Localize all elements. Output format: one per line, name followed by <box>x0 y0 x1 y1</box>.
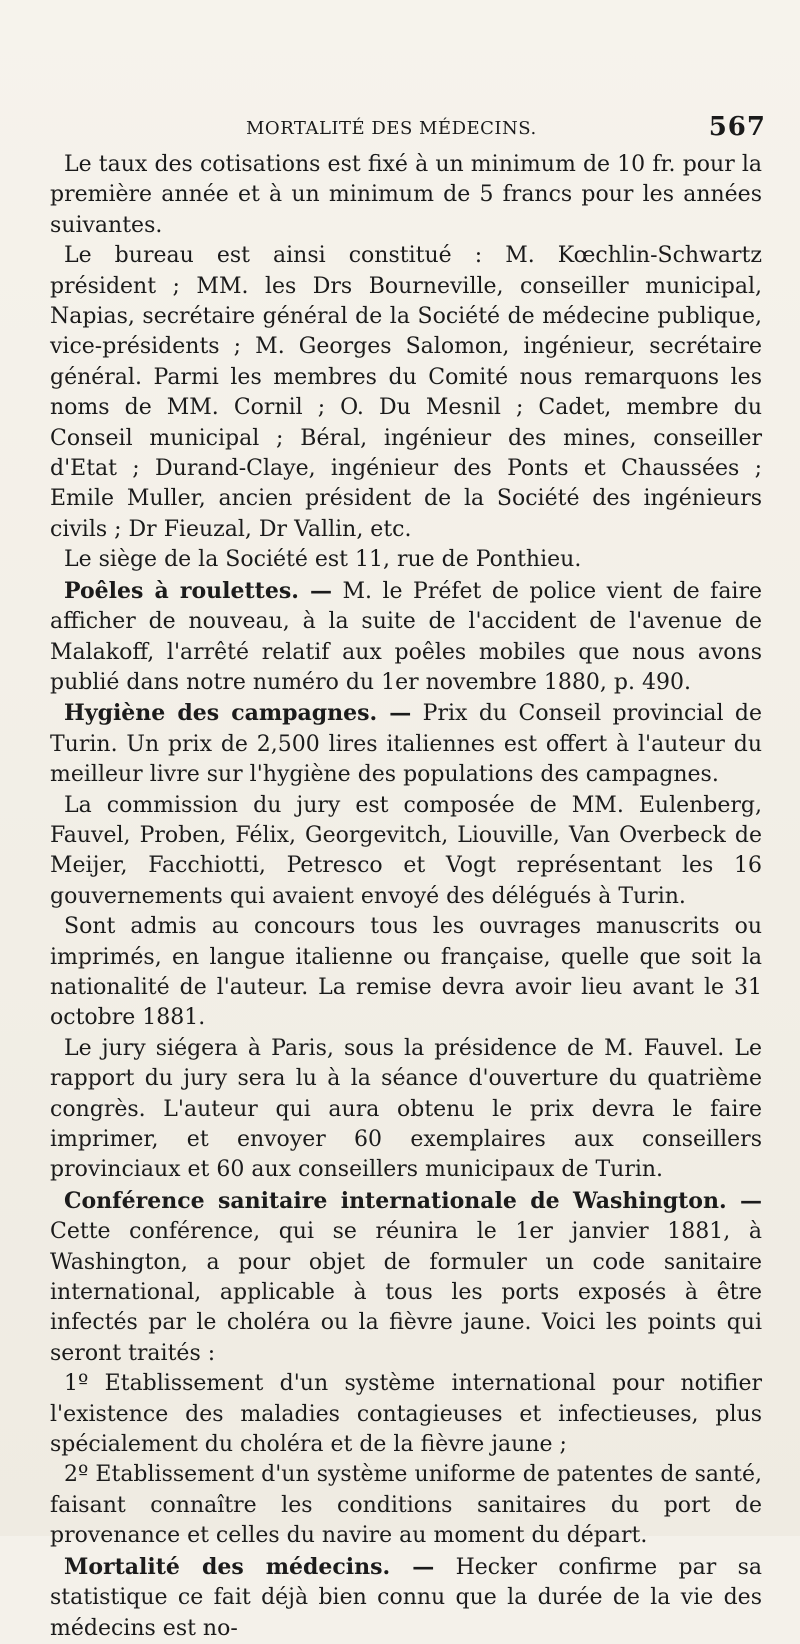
paragraph-text: M. le Préfet de police vient de faire afficher de nouveau, à la suite de l'accident de l'avenue de Malakoff, l'arrêté relatif aux poêles mobiles que nous avons publié dans notre numéro du 1er novembre 1880, p. 490. <box>50 578 763 695</box>
paragraph-text: Le taux des cotisations est fixé à un minimum de 10 fr. pour la première année et à un minimum de 5 francs pour les années suivantes. <box>50 152 762 238</box>
paragraph-point-1 <box>50 1369 762 1460</box>
running-title: MORTALITÉ DES MÉDECINS. <box>246 118 537 139</box>
paragraph-text: Le siège de la Société est 11, rue de Ponthieu. <box>64 547 582 573</box>
paragraph-poeles <box>50 576 762 699</box>
paragraph-bureau <box>50 241 762 545</box>
paragraph-text: 2º Etablissement d'un système uniforme de patentes de santé, faisant connaître les conditions sanitaires du port de provenance et celles du navire au moment du départ. <box>50 1462 762 1549</box>
paragraph-concours <box>50 912 762 1034</box>
section-heading: Conférence sanitaire internationale de Washington. — <box>64 1187 762 1214</box>
section-heading: Hygiène des campagnes. — <box>64 700 412 727</box>
section-heading: Poêles à roulettes. — <box>64 577 333 604</box>
page-number: 567 <box>708 112 766 142</box>
paragraph-point-2 <box>50 1460 762 1551</box>
section-heading: Mortalité des médecins. — <box>64 1553 435 1580</box>
paragraph-text: Le bureau est ainsi constitué : M. Kœchlin-Schwartz président ; MM. les Drs Bourneville, conseiller municipal, Napias, secrétaire général de la Société de médecine publique, vice-présidents ; M. Georges Salomon, ingénieur, secrétaire général. Parmi les membres du Comité nous remarquons les noms de MM. Cornil ; O. Du Mesnil ; Cadet, membre du Conseil municipal ; Béral, ingénieur des mines, conseiller d'Etat ; Durand-Claye, ingénieur des Ponts et Chaussées ; Emile Muller, ancien président de la Société des ingénieurs civils ; Dr Fieuzal, Dr Vallin, etc. <box>50 243 762 542</box>
paragraph-mortalite <box>50 1552 762 1644</box>
page-header <box>48 112 768 148</box>
paragraph-cotisations <box>50 150 762 241</box>
article-body <box>50 150 762 1644</box>
paragraph-jury <box>50 1034 762 1186</box>
paragraph-text: Cette conférence, qui se réunira le 1er janvier 1881, à Washington, a pour objet de formuler un code sanitaire international, applicable à tous les ports exposés à être infectés par le choléra ou la fièvre jaune. Voici les points qui seront traités : <box>50 1219 762 1366</box>
paragraph-text: 1º Etablissement d'un système international pour notifier l'existence des maladies contagieuses et infectieuses, plus spécialement du choléra et de la fièvre jaune ; <box>50 1371 762 1458</box>
paragraph-hygiene <box>50 698 762 790</box>
paragraph-text: La commission du jury est composée de MM. Eulenberg, Fauvel, Proben, Félix, Georgevitch, Liouville, Van Overbeck de Meijer, Facchiotti, Petresco et Vogt représentant les 16 gouvernements qui avaient envoyé des délégués à Turin. <box>50 792 762 909</box>
paragraph-conference <box>50 1186 762 1369</box>
paragraph-text: Le jury siégera à Paris, sous la présidence de M. Fauvel. Le rapport du jury sera lu à la séance d'ouverture du quatrième congrès. L'auteur qui aura obtenu le prix devra le faire imprimer, et envoyer 60 exemplaires aux conseillers provinciaux et 60 aux conseillers municipaux de Turin. <box>50 1035 762 1183</box>
paragraph-commission <box>50 791 762 913</box>
paragraph-text: Sont admis au concours tous les ouvrages manuscrits ou imprimés, en langue italienne ou française, quelle que soit la nationalité de l'auteur. La remise devra avoir lieu avant le 31 octobre 1881. <box>50 914 762 1031</box>
paragraph-siege <box>50 545 762 575</box>
paragraph-text: Hecker confirme par sa statistique ce fait déjà bien connu que la durée de la vie des médecins est no- <box>50 1554 762 1641</box>
paragraph-text: Prix du Conseil provincial de Turin. Un prix de 2,500 lires italiennes est offert à l'auteur du meilleur livre sur l'hygiène des populations des campagnes. <box>50 701 763 788</box>
